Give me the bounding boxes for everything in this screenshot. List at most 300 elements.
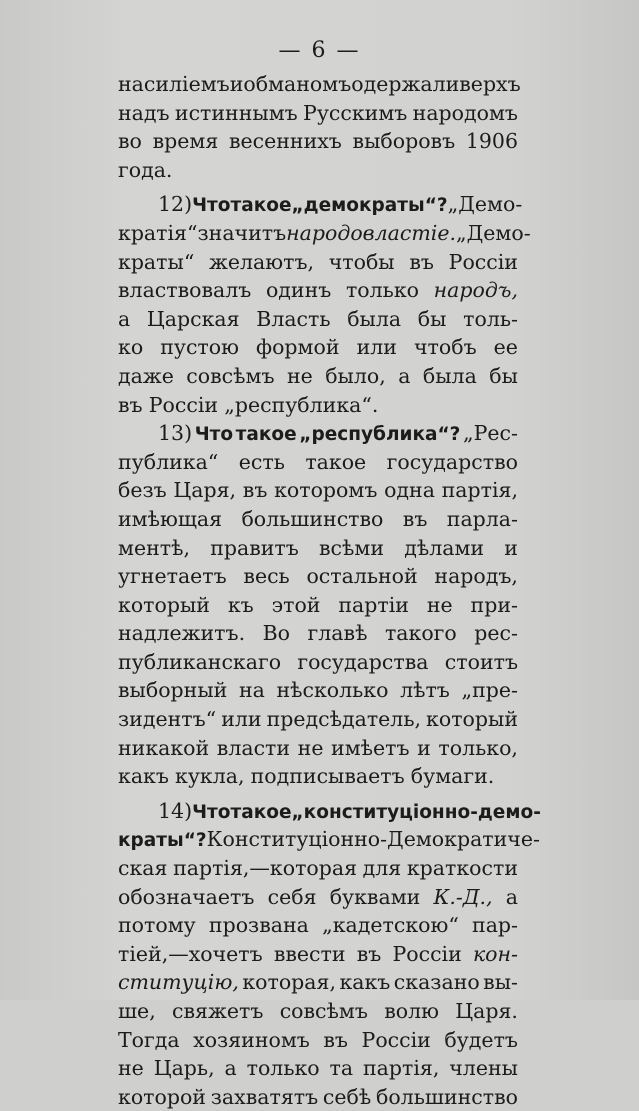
text-line bbox=[118, 911, 518, 940]
word-fragment: при- bbox=[470, 592, 518, 617]
text-line bbox=[118, 1054, 518, 1083]
word-fragment: совсѣмъ bbox=[279, 999, 368, 1023]
text-line bbox=[118, 968, 518, 997]
word bbox=[323, 1083, 371, 1111]
word-fragment: подписываетъ bbox=[250, 764, 405, 789]
word bbox=[330, 1054, 354, 1083]
word bbox=[147, 305, 240, 334]
word-fragment: есть bbox=[238, 449, 285, 474]
word bbox=[308, 619, 368, 648]
word-fragment: власти bbox=[216, 735, 291, 760]
word-fragment: ше, bbox=[118, 999, 156, 1023]
word-fragment: волю bbox=[384, 999, 439, 1023]
text-line bbox=[118, 419, 518, 448]
word-fragment: Власть bbox=[256, 306, 331, 331]
word bbox=[489, 362, 518, 391]
word-fragment: чтобъ bbox=[413, 335, 477, 360]
word-fragment: такое bbox=[230, 801, 292, 823]
word-fragment: года. bbox=[118, 157, 173, 182]
word bbox=[306, 562, 417, 591]
word-fragment: даже bbox=[118, 363, 174, 388]
word bbox=[471, 591, 518, 620]
word bbox=[158, 419, 192, 448]
word bbox=[417, 734, 431, 763]
word-fragment: была bbox=[422, 363, 477, 388]
word bbox=[274, 476, 377, 505]
word bbox=[230, 190, 291, 219]
word-fragment: ввести bbox=[273, 941, 346, 966]
word bbox=[456, 219, 531, 248]
word bbox=[353, 127, 456, 156]
word-fragment: бумаги. bbox=[410, 764, 495, 789]
word-fragment: имѣющая bbox=[118, 506, 223, 531]
word-fragment: истиннымъ bbox=[174, 100, 298, 125]
word-fragment: въ bbox=[402, 506, 428, 531]
word bbox=[447, 505, 518, 534]
word-fragment: „республика“. bbox=[224, 392, 379, 417]
word-fragment: которой bbox=[118, 1084, 206, 1109]
word-fragment: такого bbox=[384, 621, 457, 646]
word-fragment: не bbox=[286, 363, 313, 388]
word-fragment: къ bbox=[227, 592, 254, 617]
word bbox=[118, 940, 263, 969]
word-fragment: вы- bbox=[483, 970, 518, 995]
text-line bbox=[118, 676, 518, 705]
text-line bbox=[118, 619, 518, 648]
word-fragment: въ bbox=[118, 392, 143, 417]
word bbox=[197, 219, 286, 248]
word-fragment: формой bbox=[256, 335, 340, 360]
word bbox=[242, 968, 336, 997]
word-fragment: Царя, bbox=[173, 478, 237, 503]
word-fragment: хозяиномъ bbox=[193, 1027, 310, 1052]
text-line bbox=[118, 562, 518, 591]
word-fragment: никакой bbox=[118, 735, 210, 760]
word-fragment: себя bbox=[267, 884, 317, 909]
word-fragment: и bbox=[417, 735, 431, 760]
word-fragment: весеннихъ bbox=[228, 129, 342, 154]
word bbox=[362, 1026, 431, 1055]
word-fragment: захватятъ bbox=[210, 1084, 319, 1109]
text-line bbox=[118, 190, 523, 219]
word bbox=[418, 305, 447, 334]
word bbox=[506, 883, 518, 912]
word bbox=[118, 562, 227, 591]
word-fragment: „конституцiонно-демо- bbox=[291, 801, 541, 823]
word-fragment: выборовъ bbox=[352, 129, 456, 154]
word-fragment: который bbox=[118, 592, 210, 617]
word bbox=[280, 997, 368, 1026]
word bbox=[192, 797, 230, 826]
word-fragment: или bbox=[221, 707, 262, 732]
word bbox=[118, 219, 197, 248]
word bbox=[224, 391, 378, 420]
word bbox=[118, 883, 254, 912]
word-fragment: одержали bbox=[351, 72, 460, 96]
text-line bbox=[118, 333, 518, 362]
word bbox=[118, 676, 227, 705]
word-fragment: одинъ bbox=[265, 278, 332, 303]
word bbox=[473, 940, 518, 969]
word bbox=[449, 1054, 518, 1083]
word bbox=[330, 883, 421, 912]
word-fragment: краткости bbox=[406, 856, 518, 881]
word-fragment: и bbox=[504, 535, 518, 560]
word bbox=[118, 997, 156, 1026]
word bbox=[256, 305, 330, 334]
word-fragment: только, bbox=[438, 735, 518, 760]
word-fragment: нѣсколько bbox=[276, 678, 389, 703]
word-fragment: такое bbox=[305, 449, 367, 474]
text-line bbox=[118, 1026, 518, 1055]
word-fragment: толь- bbox=[463, 306, 518, 331]
word bbox=[247, 1054, 320, 1083]
word-fragment: прозвана bbox=[208, 913, 309, 938]
word bbox=[272, 591, 321, 620]
text-line bbox=[118, 248, 518, 277]
word bbox=[287, 362, 313, 391]
word bbox=[403, 505, 428, 534]
word-fragment: Тогда bbox=[118, 1027, 180, 1052]
word-fragment: „республика“? bbox=[299, 424, 461, 446]
word bbox=[449, 248, 518, 277]
word-fragment: обозначаетъ bbox=[118, 884, 255, 909]
word-fragment: безъ bbox=[118, 478, 167, 503]
word-fragment: ментѣ, bbox=[118, 535, 190, 560]
word-fragment: кратiя“ bbox=[118, 220, 198, 245]
word-fragment: ко bbox=[118, 335, 144, 360]
word bbox=[228, 591, 254, 620]
word-fragment: только bbox=[345, 278, 419, 303]
word bbox=[118, 534, 190, 563]
word-fragment: Что bbox=[194, 424, 234, 446]
word-fragment: рес- bbox=[474, 621, 518, 646]
word-fragment: „Демо- bbox=[456, 220, 531, 245]
word bbox=[118, 362, 174, 391]
word bbox=[387, 448, 518, 477]
word-fragment: не bbox=[426, 592, 453, 617]
word-fragment: совсѣмъ bbox=[186, 363, 275, 388]
word-fragment: весь bbox=[243, 564, 290, 589]
word-fragment: властвовалъ bbox=[118, 278, 252, 303]
word-fragment: для bbox=[362, 856, 402, 881]
word-fragment: насилiемъ bbox=[118, 72, 230, 96]
word bbox=[305, 448, 366, 477]
word-fragment: въ bbox=[242, 478, 268, 503]
word-fragment: остальной bbox=[306, 564, 418, 589]
word bbox=[149, 391, 218, 420]
word-fragment: тiей,—хочетъ bbox=[118, 941, 263, 966]
word bbox=[472, 911, 518, 940]
word bbox=[210, 534, 299, 563]
text-line bbox=[118, 591, 518, 620]
word bbox=[207, 825, 540, 854]
word bbox=[357, 333, 397, 362]
body-text bbox=[118, 70, 541, 1111]
word-fragment: зидентъ“ bbox=[118, 707, 217, 732]
word-fragment: а bbox=[398, 363, 411, 388]
text-line bbox=[118, 305, 518, 334]
word bbox=[444, 1026, 518, 1055]
word bbox=[118, 619, 245, 648]
word bbox=[404, 534, 484, 563]
word bbox=[158, 797, 192, 826]
word bbox=[118, 968, 239, 997]
word bbox=[217, 734, 290, 763]
word-fragment: угнетаетъ bbox=[118, 564, 227, 589]
text-line bbox=[118, 825, 540, 854]
word bbox=[474, 619, 518, 648]
word bbox=[118, 127, 142, 156]
word-fragment: та bbox=[329, 1056, 354, 1081]
word bbox=[118, 705, 216, 734]
word bbox=[434, 276, 518, 305]
word bbox=[239, 448, 285, 477]
word bbox=[292, 797, 541, 826]
text-line bbox=[118, 797, 541, 826]
text-line bbox=[118, 854, 518, 883]
word bbox=[118, 156, 172, 185]
word bbox=[319, 534, 384, 563]
word-fragment: надлежитъ. bbox=[118, 621, 246, 646]
word bbox=[392, 940, 461, 969]
word bbox=[211, 1083, 318, 1111]
word-fragment: „Рес- bbox=[463, 421, 518, 446]
word-fragment: ская bbox=[118, 856, 168, 881]
word-fragment: Что bbox=[192, 801, 231, 823]
word-fragment: пустою bbox=[160, 335, 239, 360]
word-fragment: въ bbox=[323, 1027, 348, 1052]
word-fragment: 12) bbox=[158, 192, 193, 217]
word bbox=[494, 333, 518, 362]
word bbox=[325, 362, 386, 391]
word-fragment: ее bbox=[493, 335, 518, 360]
word bbox=[298, 734, 324, 763]
word-fragment: выборный bbox=[118, 678, 228, 703]
word-fragment: этой bbox=[271, 592, 321, 617]
word bbox=[413, 99, 518, 128]
text-line bbox=[118, 70, 521, 99]
word bbox=[463, 419, 518, 448]
word bbox=[263, 619, 290, 648]
word bbox=[463, 305, 518, 334]
word-fragment: такое bbox=[235, 424, 297, 446]
word-fragment: члены bbox=[449, 1056, 518, 1081]
word bbox=[118, 248, 194, 277]
word-fragment: верхъ bbox=[459, 72, 521, 96]
word-fragment: публиканскаго bbox=[118, 649, 282, 674]
word-fragment: К.-Д., bbox=[433, 884, 493, 909]
word bbox=[274, 940, 346, 969]
word bbox=[118, 391, 143, 420]
word bbox=[192, 190, 230, 219]
word-fragment: на bbox=[238, 678, 265, 703]
word-fragment: всѣми bbox=[319, 535, 385, 560]
word bbox=[407, 854, 518, 883]
word-fragment: буквами bbox=[329, 884, 421, 909]
word bbox=[241, 505, 383, 534]
word-fragment: въ bbox=[356, 941, 382, 966]
word bbox=[400, 676, 450, 705]
word bbox=[160, 333, 239, 362]
word-fragment: правитъ bbox=[210, 535, 299, 560]
word-fragment: значитъ bbox=[197, 220, 287, 245]
word bbox=[118, 1054, 144, 1083]
page-number: — 6 — bbox=[278, 38, 361, 63]
word bbox=[193, 1026, 310, 1055]
word bbox=[186, 362, 274, 391]
word bbox=[438, 734, 518, 763]
text-line bbox=[118, 940, 518, 969]
text-line bbox=[118, 391, 518, 420]
word bbox=[363, 1054, 439, 1083]
word-fragment: „демократы“? bbox=[291, 195, 448, 217]
word bbox=[394, 968, 480, 997]
word-fragment: народъ, bbox=[433, 278, 518, 303]
word-fragment: пар- bbox=[472, 913, 518, 938]
word bbox=[195, 419, 233, 448]
word bbox=[409, 248, 434, 277]
word-fragment: парла- bbox=[446, 506, 518, 531]
word bbox=[229, 127, 342, 156]
word bbox=[118, 448, 218, 477]
word-fragment: будетъ bbox=[444, 1027, 518, 1052]
word-fragment: 13) bbox=[158, 421, 193, 446]
text-line bbox=[118, 156, 518, 185]
word-fragment: кукла, bbox=[175, 764, 245, 789]
word-fragment: обманомъ bbox=[243, 72, 352, 96]
word bbox=[239, 676, 265, 705]
word bbox=[455, 997, 518, 1026]
word bbox=[236, 419, 297, 448]
word-fragment: а bbox=[224, 1056, 237, 1081]
word bbox=[346, 276, 419, 305]
word-fragment: который bbox=[426, 707, 518, 732]
text-line bbox=[118, 505, 518, 534]
word bbox=[243, 476, 268, 505]
word bbox=[445, 648, 518, 677]
word-fragment: партiя, bbox=[441, 478, 518, 503]
word bbox=[357, 940, 382, 969]
word bbox=[221, 705, 261, 734]
word-fragment: Во bbox=[262, 621, 291, 646]
word bbox=[118, 648, 281, 677]
word-fragment: и bbox=[229, 72, 244, 96]
word-fragment: кон- bbox=[472, 941, 518, 966]
word-fragment: главѣ bbox=[307, 621, 368, 646]
word bbox=[384, 997, 439, 1026]
word bbox=[323, 1026, 348, 1055]
text-line bbox=[118, 883, 518, 912]
word bbox=[209, 248, 314, 277]
word-fragment: Россiи bbox=[148, 392, 219, 417]
word bbox=[243, 562, 289, 591]
word bbox=[153, 127, 219, 156]
word-fragment: бы bbox=[489, 363, 518, 388]
word-fragment: „Демо- bbox=[447, 192, 523, 217]
word-fragment: которомъ bbox=[274, 478, 378, 503]
text-line bbox=[118, 127, 518, 156]
word bbox=[414, 333, 477, 362]
word-fragment: свяжетъ bbox=[172, 999, 264, 1023]
word bbox=[118, 305, 130, 334]
word-fragment: потому bbox=[118, 913, 196, 938]
word-fragment: въ bbox=[409, 249, 434, 274]
word bbox=[448, 190, 523, 219]
word bbox=[292, 190, 448, 219]
word-fragment: чтобы bbox=[328, 249, 395, 274]
word-fragment: народъ, bbox=[434, 564, 518, 589]
word-fragment: Конституцiонно-Демократиче- bbox=[206, 827, 540, 852]
word-fragment: Царь, bbox=[153, 1056, 215, 1081]
word bbox=[423, 362, 477, 391]
word bbox=[329, 248, 395, 277]
word-fragment: такое bbox=[230, 195, 292, 217]
word bbox=[299, 419, 460, 448]
word bbox=[434, 562, 518, 591]
word-fragment: сказано bbox=[393, 970, 480, 995]
word-fragment: Русскимъ bbox=[303, 100, 408, 125]
word bbox=[351, 70, 459, 99]
word-fragment: не bbox=[118, 1056, 144, 1081]
word-fragment: Царя. bbox=[455, 999, 518, 1023]
word-fragment: ституцiю, bbox=[118, 970, 239, 995]
word bbox=[384, 476, 435, 505]
word bbox=[230, 70, 244, 99]
text-line bbox=[118, 705, 518, 734]
word-fragment: было, bbox=[325, 363, 386, 388]
word bbox=[483, 968, 518, 997]
word-fragment: „пре- bbox=[461, 678, 518, 703]
word-fragment: а bbox=[505, 884, 518, 909]
word bbox=[118, 911, 196, 940]
word-fragment: Россiи bbox=[361, 1027, 431, 1052]
word-fragment: Россiи bbox=[392, 941, 462, 966]
word-fragment: а bbox=[118, 306, 131, 331]
word bbox=[426, 705, 518, 734]
word bbox=[118, 70, 230, 99]
word bbox=[276, 676, 388, 705]
word bbox=[442, 476, 518, 505]
word bbox=[175, 762, 244, 791]
word bbox=[118, 762, 169, 791]
word bbox=[118, 734, 209, 763]
word bbox=[172, 997, 263, 1026]
word bbox=[224, 1054, 236, 1083]
word bbox=[118, 333, 143, 362]
word-fragment: партiи bbox=[338, 592, 409, 617]
word-fragment: „кадетскою“ bbox=[322, 913, 459, 938]
word-fragment: была bbox=[347, 306, 402, 331]
word bbox=[322, 911, 459, 940]
word bbox=[154, 1054, 215, 1083]
word bbox=[118, 505, 222, 534]
word-fragment: краты“? bbox=[118, 830, 207, 852]
word bbox=[268, 883, 317, 912]
word bbox=[173, 854, 357, 883]
word-fragment: государство bbox=[386, 449, 518, 474]
text-line bbox=[118, 448, 518, 477]
word-fragment: не bbox=[297, 735, 324, 760]
word bbox=[411, 762, 495, 791]
word bbox=[118, 99, 170, 128]
word bbox=[118, 1026, 180, 1055]
word-fragment: стоитъ bbox=[444, 649, 518, 674]
word bbox=[118, 1083, 206, 1111]
word bbox=[286, 219, 456, 248]
word-fragment: предсѣдатель, bbox=[266, 707, 421, 732]
word-fragment: время bbox=[152, 129, 219, 154]
